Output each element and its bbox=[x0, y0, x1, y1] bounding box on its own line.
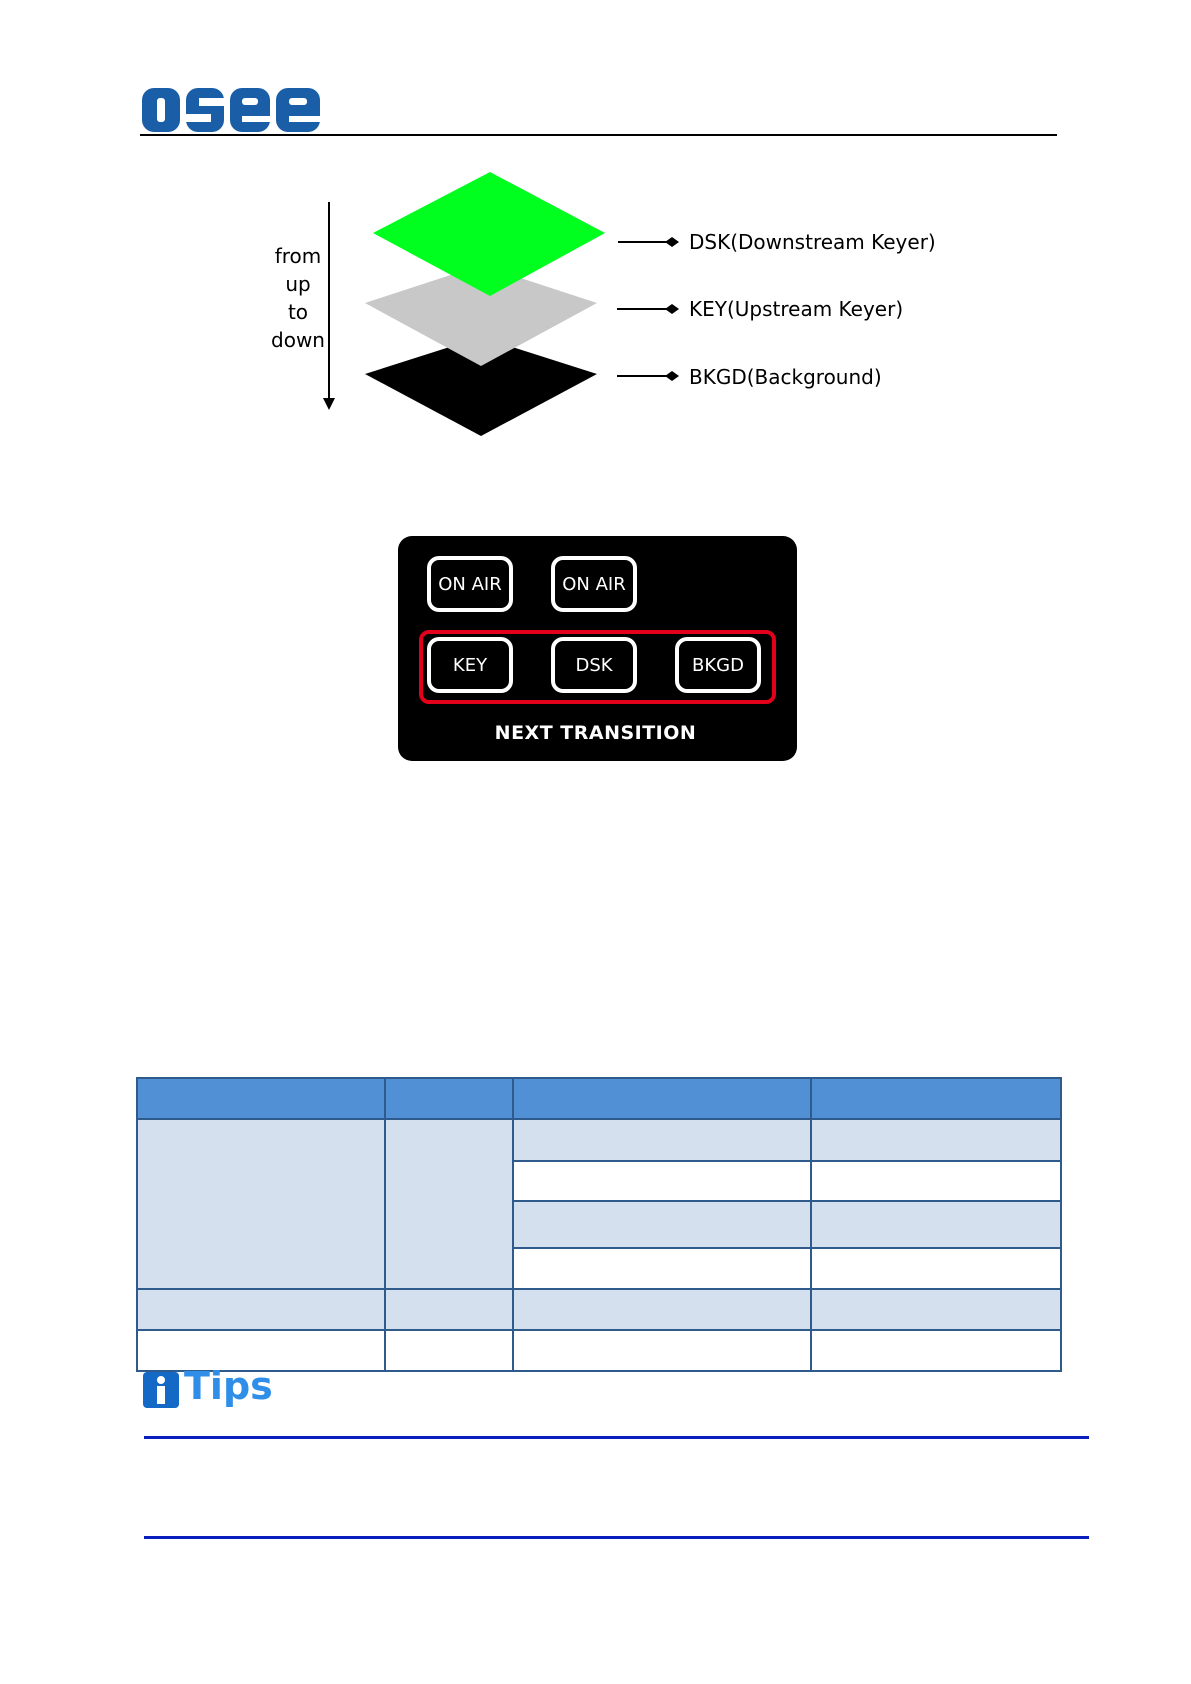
table-header-cell bbox=[385, 1078, 513, 1119]
on-air-indicator-key: ON AIR bbox=[427, 556, 513, 612]
diamond-icon bbox=[665, 237, 679, 247]
table-header-row bbox=[137, 1078, 1061, 1119]
table-cell bbox=[513, 1201, 811, 1248]
dsk-label: DSK(Downstream Keyer) bbox=[689, 230, 936, 254]
dsk-button[interactable]: DSK bbox=[551, 637, 637, 693]
table-row bbox=[137, 1330, 1061, 1371]
tips-top-rule bbox=[144, 1436, 1089, 1439]
key-label: KEY(Upstream Keyer) bbox=[689, 297, 904, 321]
bkgd-label: BKGD(Background) bbox=[689, 365, 882, 389]
direction-word: from bbox=[274, 244, 322, 268]
on-air-indicator-dsk: ON AIR bbox=[551, 556, 637, 612]
table-cell bbox=[137, 1119, 385, 1289]
table-cell bbox=[811, 1161, 1061, 1201]
dsk-layer bbox=[373, 172, 605, 296]
table-cell bbox=[513, 1330, 811, 1371]
table-header-cell bbox=[137, 1078, 385, 1119]
table-row bbox=[137, 1289, 1061, 1330]
table-cell bbox=[811, 1289, 1061, 1330]
arrow-down-icon bbox=[323, 398, 335, 410]
direction-word: to bbox=[287, 300, 309, 324]
table-cell bbox=[385, 1289, 513, 1330]
table-header-cell bbox=[811, 1078, 1061, 1119]
spec-table bbox=[136, 1077, 1062, 1372]
table-cell bbox=[513, 1161, 811, 1201]
table-cell bbox=[811, 1201, 1061, 1248]
table-cell bbox=[385, 1119, 513, 1289]
table-cell bbox=[811, 1119, 1061, 1161]
osee-logo bbox=[142, 86, 322, 134]
tips-title: Tips bbox=[184, 1364, 273, 1408]
table-cell bbox=[513, 1248, 811, 1289]
table-cell bbox=[513, 1119, 811, 1161]
info-icon bbox=[143, 1372, 179, 1408]
table-cell bbox=[385, 1330, 513, 1371]
diamond-icon bbox=[665, 304, 679, 314]
table-row bbox=[137, 1119, 1061, 1161]
next-transition-caption: NEXT TRANSITION bbox=[494, 722, 697, 744]
table-cell bbox=[513, 1289, 811, 1330]
transition-panel bbox=[398, 536, 797, 761]
table-cell bbox=[137, 1289, 385, 1330]
bkgd-button[interactable]: BKGD bbox=[675, 637, 761, 693]
table-cell bbox=[811, 1248, 1061, 1289]
table-cell bbox=[811, 1330, 1061, 1371]
tips-bottom-rule bbox=[144, 1536, 1089, 1539]
key-button[interactable]: KEY bbox=[427, 637, 513, 693]
layer-stack-graphic bbox=[250, 160, 970, 450]
diamond-icon bbox=[665, 371, 679, 381]
header-rule bbox=[140, 134, 1057, 136]
table-header-cell bbox=[513, 1078, 811, 1119]
direction-word: up bbox=[285, 272, 311, 296]
direction-word: down bbox=[271, 328, 325, 352]
